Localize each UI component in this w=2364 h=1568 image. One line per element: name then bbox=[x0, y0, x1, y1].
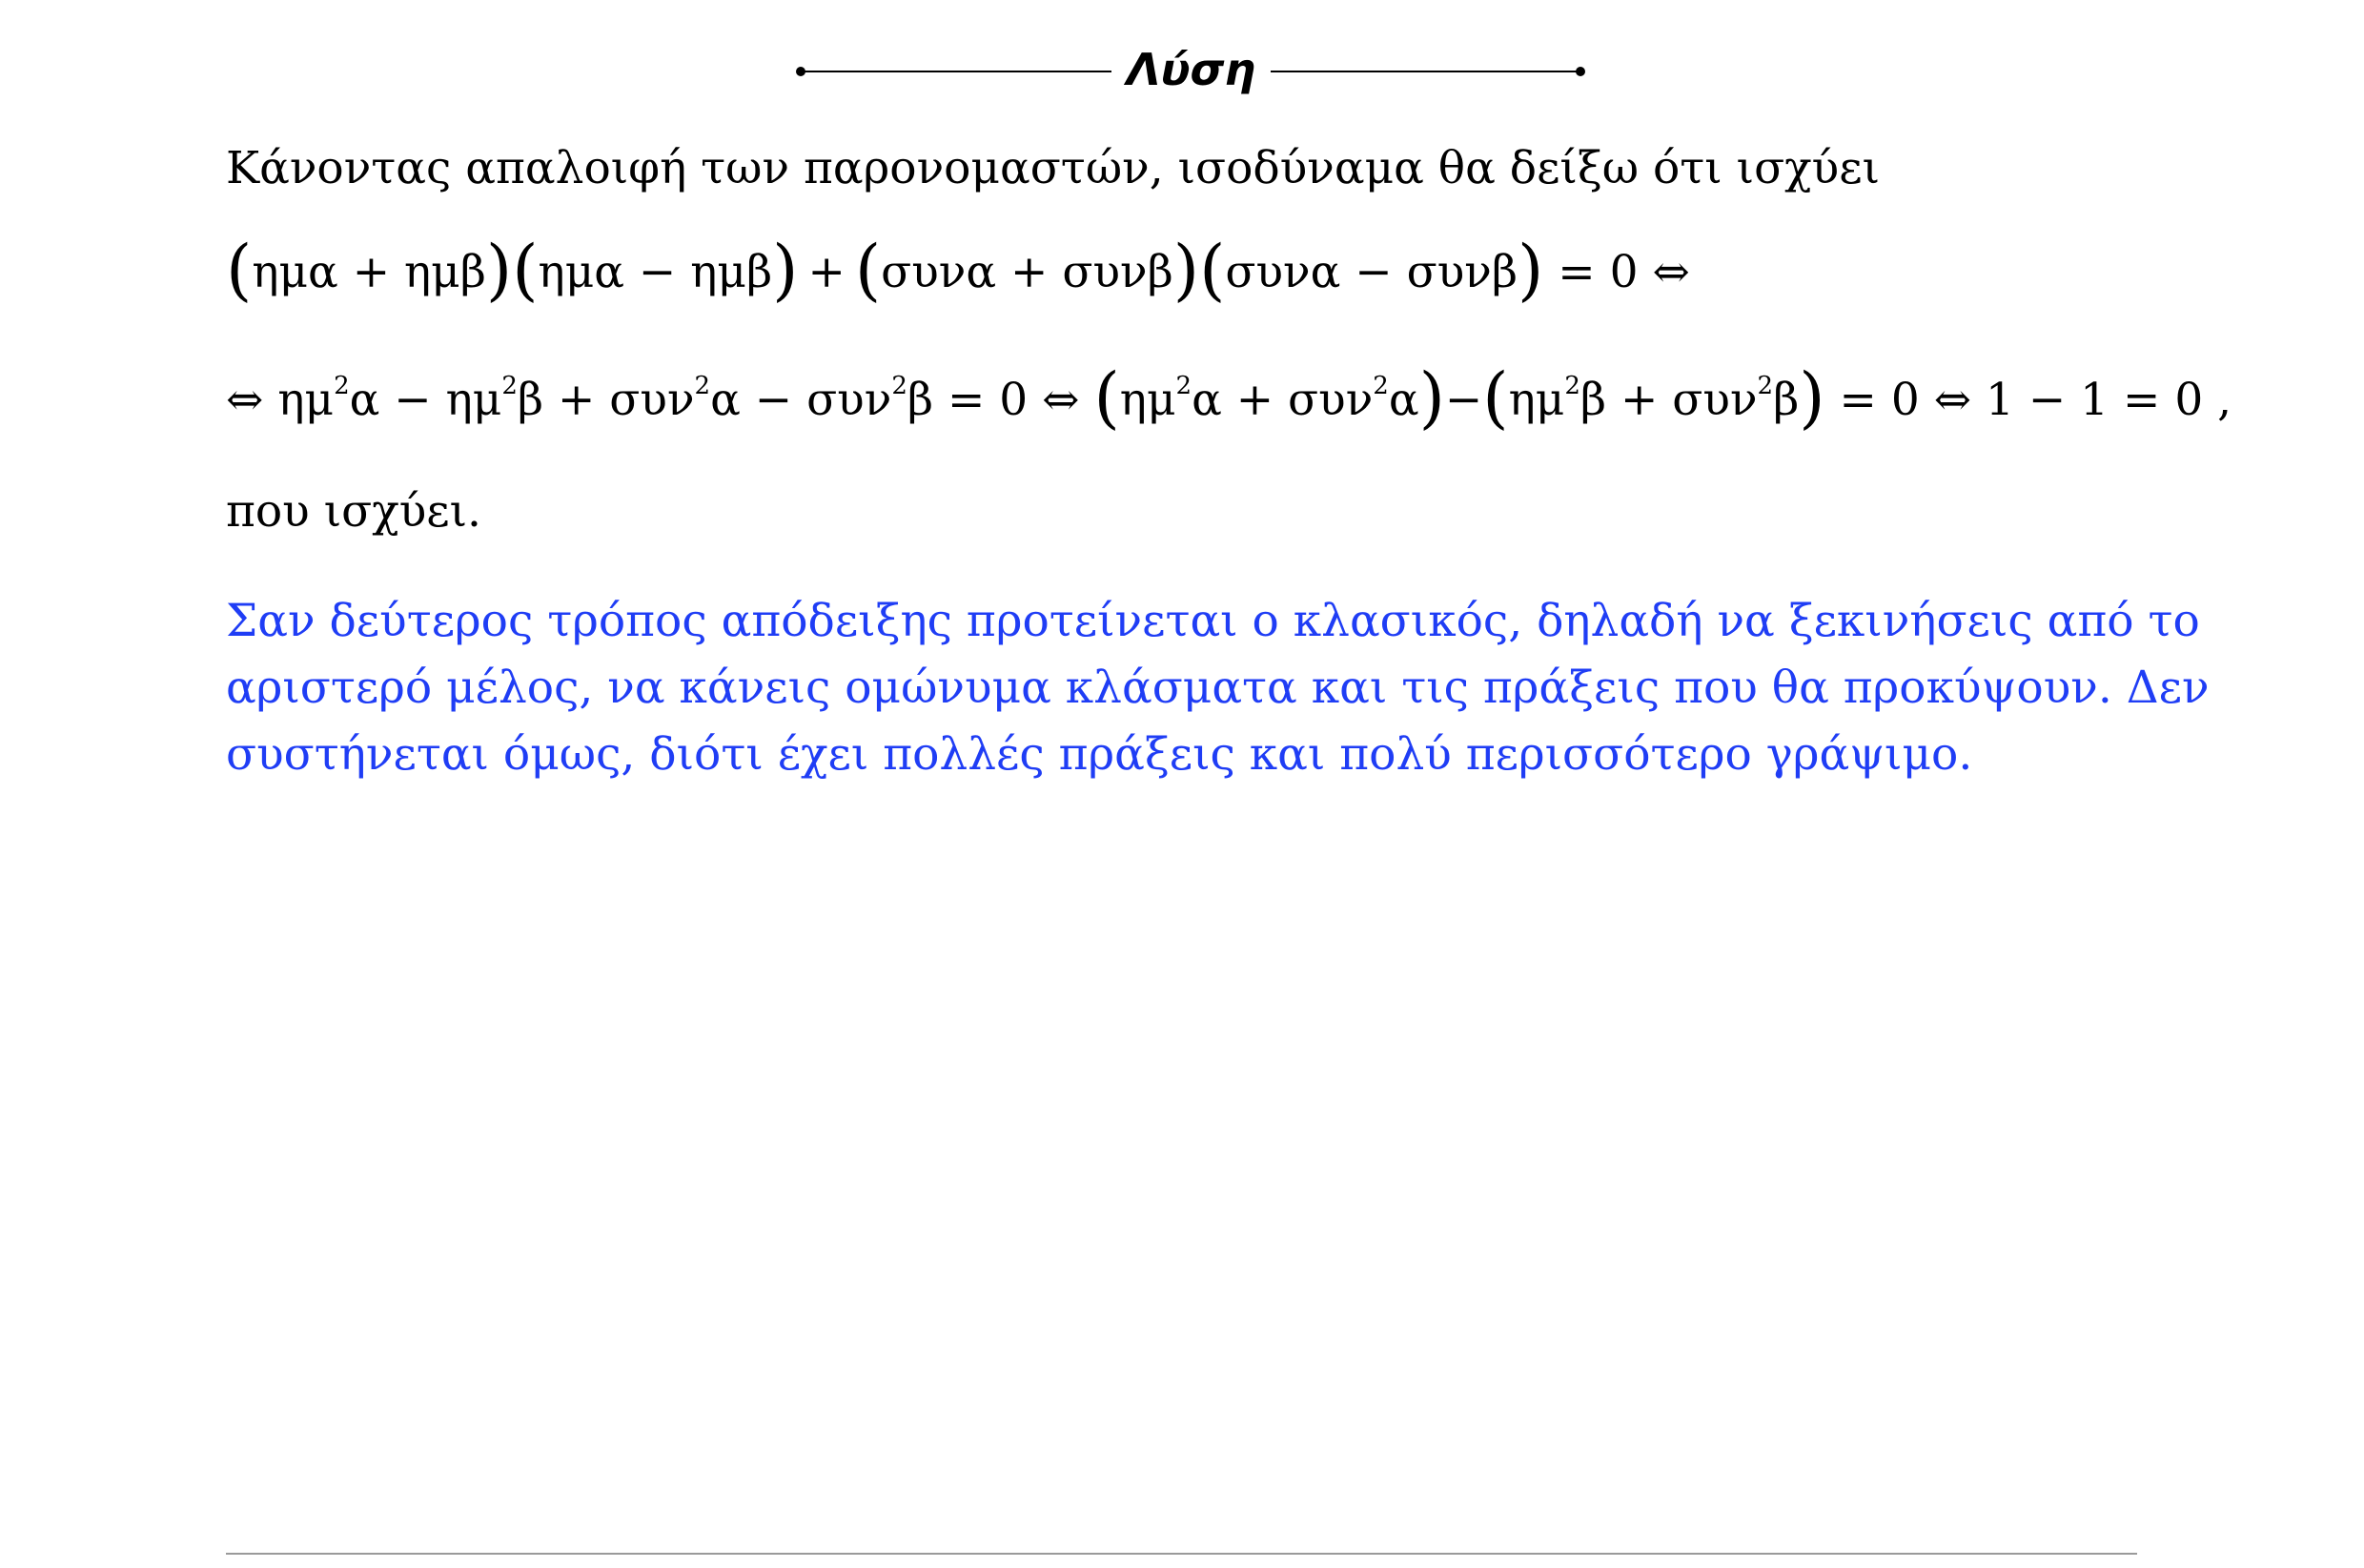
eq2-exponent: 2 bbox=[1175, 372, 1192, 400]
eq2-term: ημ bbox=[277, 374, 335, 426]
section-title: Λύση bbox=[1126, 44, 1256, 95]
eq2-group2: β + συν bbox=[1579, 374, 1758, 426]
footer-rule bbox=[226, 1553, 2137, 1555]
eq2-term: β + συν bbox=[517, 374, 695, 426]
note-line-1: Σαν δεύτερος τρόπος απόδειξης προτείνεται ο κλασικός, δηλαδή να ξεκινήσεις από το bbox=[226, 595, 2200, 647]
eq2-group2: β bbox=[1773, 374, 1800, 426]
eq1-tail: = 0 ⇔ bbox=[1558, 246, 1690, 298]
eq2-minus: − bbox=[1444, 374, 1483, 426]
eq2-group1: ημ bbox=[1119, 374, 1176, 426]
eq2-exponent: 2 bbox=[501, 372, 518, 400]
eq2-term: α − συν bbox=[710, 374, 892, 426]
eq2-group1: α + συν bbox=[1192, 374, 1374, 426]
eq2-exponent: 2 bbox=[891, 372, 907, 400]
eq2-group2: ημ bbox=[1508, 374, 1565, 426]
equation-line-1: (ημα + ημβ)(ημα − ημβ) + (συνα + συνβ)(συνα − συνβ) = 0 ⇔ bbox=[226, 231, 1690, 309]
eq2-term: α − ημ bbox=[349, 374, 502, 426]
eq2-tail: = 0 ⇔ 1 − 1 = 0 , bbox=[1839, 374, 2232, 426]
eq2-lead: ⇔ bbox=[226, 374, 264, 426]
alternative-method-note bbox=[226, 588, 2210, 788]
header-right-dot bbox=[1576, 67, 1585, 76]
note-line-2: αριστερό μέλος, να κάνεις ομώνυμα κλάσματα και τις πράξεις που θα προκύψουν. Δεν bbox=[226, 662, 2210, 714]
eq1-factor-3: συνα + συνβ bbox=[881, 246, 1173, 298]
eq2-exponent: 2 bbox=[1757, 372, 1774, 400]
eq2-exponent: 2 bbox=[334, 372, 350, 400]
eq2-term: β = 0 ⇔ bbox=[907, 374, 1080, 426]
conclusion-text: που ισχύει. bbox=[226, 485, 481, 538]
eq1-factor-4: συνα − συνβ bbox=[1225, 246, 1518, 298]
eq2-exponent: 2 bbox=[1564, 372, 1580, 400]
eq2-exponent: 2 bbox=[1373, 372, 1389, 400]
header-left-rule bbox=[802, 71, 1111, 72]
header-right-rule bbox=[1271, 71, 1580, 72]
eq1-plus: + bbox=[807, 246, 846, 298]
eq2-group1: α bbox=[1388, 374, 1419, 426]
eq1-factor-1: ημα + ημβ bbox=[252, 246, 486, 298]
equation-line-2: ⇔ $\eta\mu^2\alpha - \eta\mu^2\beta + \sigma\upsilon\nu^2\alpha - \sigma\upsilon\nu^2\beta = 0$ ⇔ $(\eta\mu^2\alpha + \sigma\upsilon\nu^2\alpha)-(\eta\mu^2\beta + \sigma\upsilon\nu^2\beta) = 0$ ⇔ 1 − 1 = 0 , bbox=[226, 358, 2232, 437]
section-header bbox=[794, 36, 1588, 103]
eq2-exponent: 2 bbox=[694, 372, 711, 400]
eq1-factor-2: ημα − ημβ bbox=[538, 246, 773, 298]
note-line-3: συστήνεται όμως, διότι έχει πολλές πράξεις και πολύ περισσότερο γράψιμο. bbox=[226, 728, 1973, 781]
intro-paragraph: Κάνοντας απαλοιφή των παρονομαστών, ισοδύναμα θα δείξω ότι ισχύει bbox=[226, 142, 1881, 194]
